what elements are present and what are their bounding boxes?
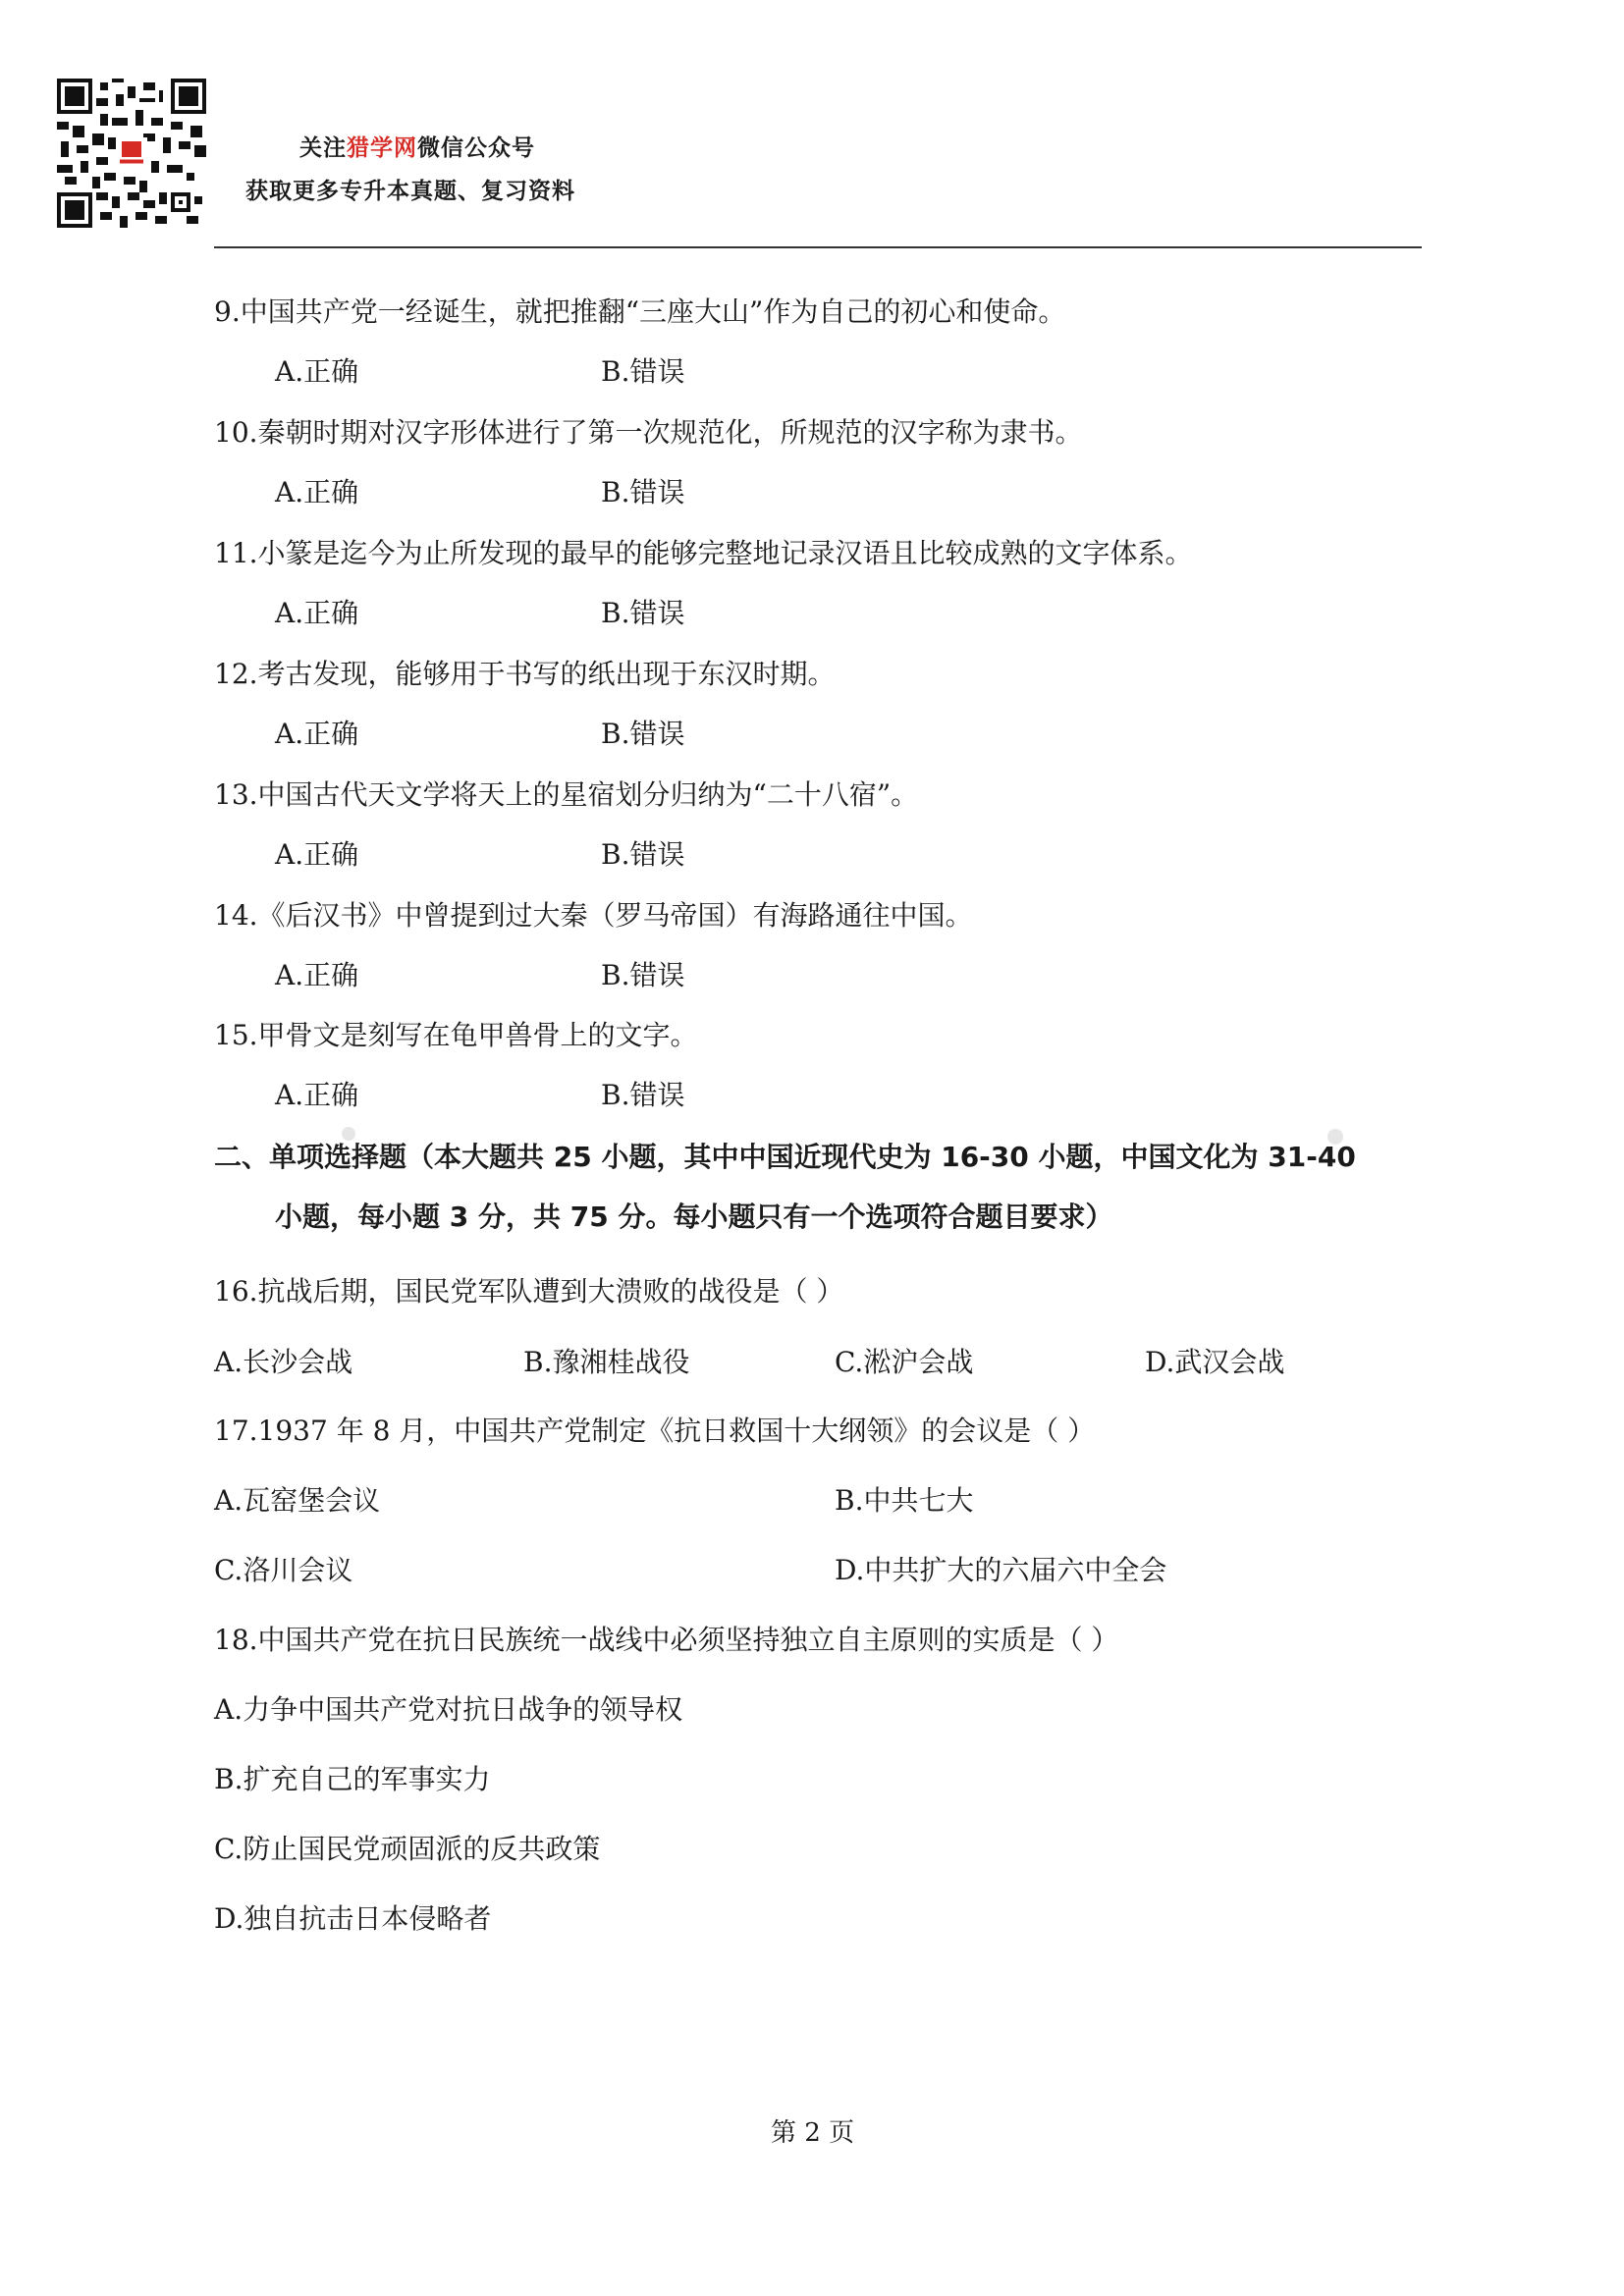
option-11-a: A.正确 [275,597,359,629]
header-line-1-prefix: 关注 [299,135,347,161]
question-14: 14.《后汉书》中曾提到过大秦（罗马帝国）有海路通往中国。 [214,899,973,932]
question-10: 10.秦朝时期对汉字形体进行了第一次规范化，所规范的汉字称为隶书。 [214,416,1083,449]
question-18: 18.中国共产党在抗日民族统一战线中必须坚持独立自主原则的实质是（ ） [214,1624,1119,1656]
option-10-a: A.正确 [275,476,359,508]
option-16-a: A.长沙会战 [214,1346,353,1378]
option-9-b: B.错误 [601,355,685,388]
header-line-1-suffix: 微信公众号 [417,135,535,161]
option-13-a: A.正确 [275,838,359,871]
option-18-a: A.力争中国共产党对抗日战争的领导权 [214,1693,683,1726]
question-15: 15.甲骨文是刻写在龟甲兽骨上的文字。 [214,1019,698,1051]
question-11: 11.小篆是迄今为止所发现的最早的能够完整地记录汉语且比较成熟的文字体系。 [214,537,1193,569]
section-2-heading: 二、单项选择题（本大题共 25 小题，其中中国近现代史为 16-30 小题，中国文化为 31-40 [214,1141,1356,1173]
option-18-c: C.防止国民党顽固派的反共政策 [214,1833,601,1865]
question-17: 17.1937 年 8 月，中国共产党制定《抗日救国十大纲领》的会议是（ ） [214,1415,1096,1447]
option-17-d: D.中共扩大的六届六中全会 [835,1554,1167,1586]
option-17-c: C.洛川会议 [214,1554,353,1586]
option-17-a: A.瓦窑堡会议 [214,1484,381,1517]
option-14-b: B.错误 [601,959,685,991]
header-line-1 [299,130,535,162]
option-14-a: A.正确 [275,959,359,991]
option-18-b: B.扩充自己的军事实力 [214,1763,491,1795]
option-16-b: B.豫湘桂战役 [523,1346,690,1378]
header-divider [214,246,1422,248]
option-17-b: B.中共七大 [835,1484,974,1517]
question-13: 13.中国古代天文学将天上的星宿划分归纳为“二十八宿”。 [214,778,919,811]
question-16: 16.抗战后期，国民党军队遭到大溃败的战役是（ ） [214,1275,844,1308]
option-16-d: D.武汉会战 [1145,1346,1285,1378]
option-18-d: D.独自抗击日本侵略者 [214,1902,492,1935]
option-12-b: B.错误 [601,718,685,750]
option-9-a: A.正确 [275,355,359,388]
page-number: 第 2 页 [771,2118,855,2148]
option-15-a: A.正确 [275,1079,359,1111]
option-11-b: B.错误 [601,597,685,629]
header-line-2: 获取更多专升本真题、复习资料 [245,179,575,204]
option-15-b: B.错误 [601,1079,685,1111]
question-12: 12.考古发现，能够用于书写的纸出现于东汉时期。 [214,658,836,690]
option-16-c: C.淞沪会战 [835,1346,974,1378]
option-10-b: B.错误 [601,476,685,508]
option-12-a: A.正确 [275,718,359,750]
qr-code-icon [57,79,206,228]
option-13-b: B.错误 [601,838,685,871]
brand-name: 猎学网 [347,135,417,161]
section-2-heading-cont: 小题，每小题 3 分，共 75 分。每小题只有一个选项符合题目要求） [275,1201,1113,1233]
question-9: 9.中国共产党一经诞生，就把推翻“三座大山”作为自己的初心和使命。 [214,295,1066,328]
